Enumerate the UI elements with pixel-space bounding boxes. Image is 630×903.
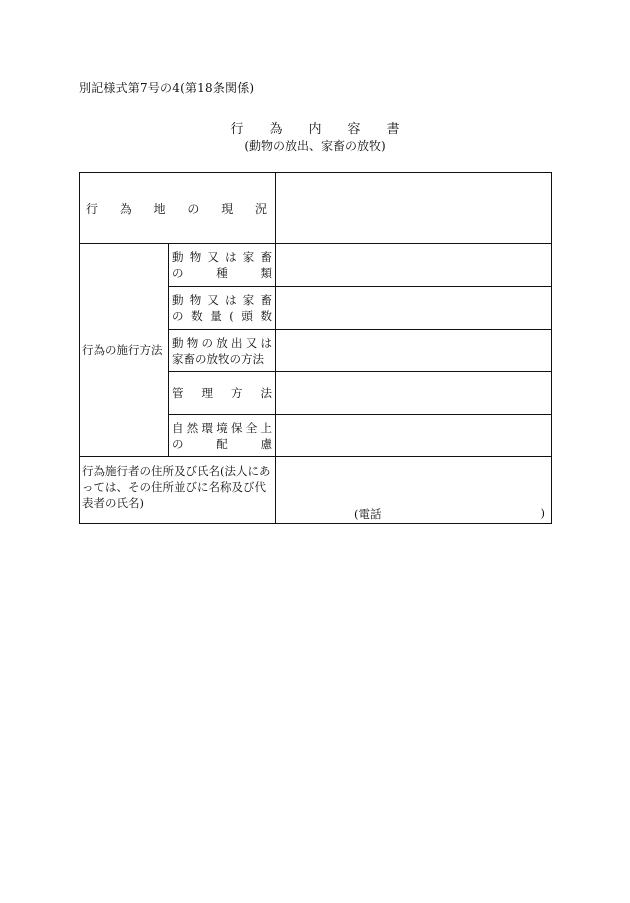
telephone-label: (電話 ) (354, 506, 545, 521)
release-method-label: 動 物 の 放 出 又 は 家畜の放牧の方法 (169, 330, 276, 372)
animal-count-label: 動 物 又 は 家 畜 の 数 量 ( 頭 数 (169, 287, 276, 330)
applicant-label: 行為施行者の住所及び氏名(法人にあっては、その住所並びに名称及び代表者の氏名) (80, 457, 276, 524)
animal-type-label: 動 物 又 は 家 畜 の 種 類 (169, 244, 276, 287)
form-number: 別記様式第7号の4(第18条関係) (79, 81, 255, 95)
site-condition-field[interactable] (276, 173, 552, 244)
release-method-field[interactable] (276, 330, 552, 372)
site-condition-label: 行 為 地 の 現 況 (86, 201, 267, 216)
management-method-label: 管 理 方 法 (169, 372, 276, 415)
environment-consideration-field[interactable] (276, 415, 552, 457)
method-label: 行為の施行方法 (80, 244, 169, 457)
site-condition-label-cell (80, 173, 276, 244)
animal-type-field[interactable] (276, 244, 552, 287)
management-method-field[interactable] (276, 372, 552, 415)
activity-form-table (79, 172, 552, 524)
applicant-field[interactable] (276, 457, 552, 524)
animal-count-field[interactable] (276, 287, 552, 330)
environment-consideration-label: 自 然 環 境 保 全 上 の 配 慮 (169, 415, 276, 457)
document-subtitle: (動物の放出、家畜の放牧) (244, 139, 386, 153)
document-title: 行為内容書 (230, 122, 426, 137)
